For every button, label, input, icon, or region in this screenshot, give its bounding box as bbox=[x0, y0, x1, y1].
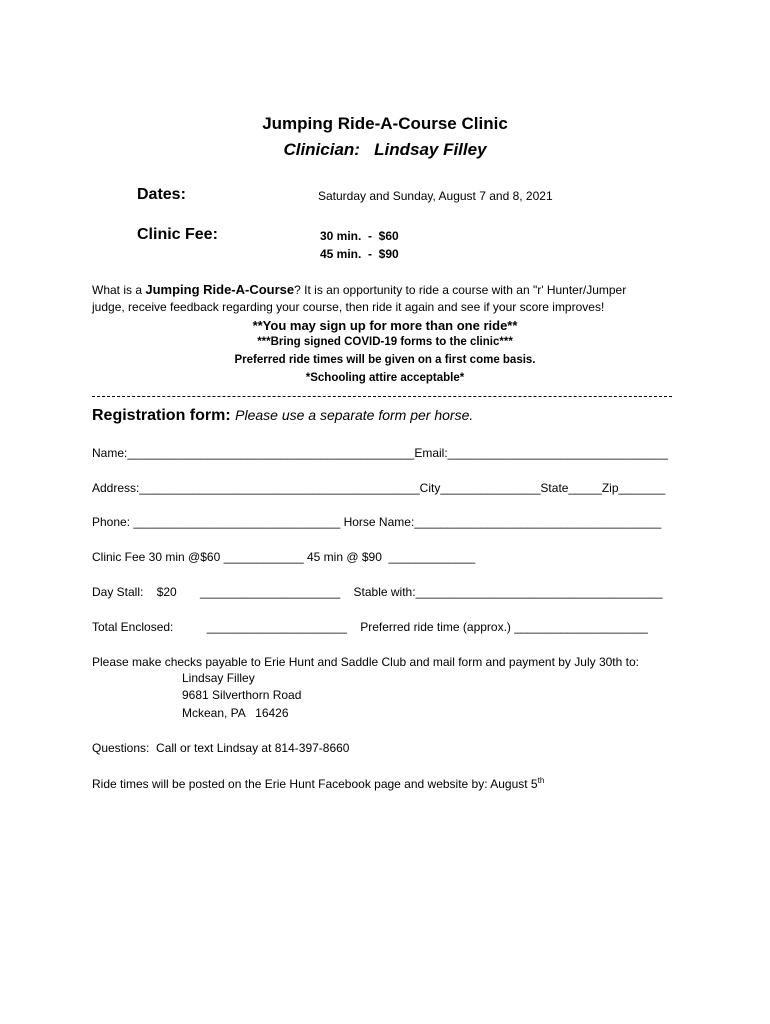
note-preferred-times: Preferred ride times will be given on a first come basis. bbox=[234, 354, 536, 366]
questions-contact: Questions: Call or text Lindsay at 814-397-8660 bbox=[92, 741, 350, 755]
payment-instructions: Please make checks payable to Erie Hunt and Saddle Club and mail form and payment by July 30th to: bbox=[92, 655, 639, 669]
total-enclosed-field[interactable]: Total Enclosed: _____________________ Preferred ride time (approx.) ____________________ bbox=[92, 620, 648, 634]
ride-times-note bbox=[92, 776, 544, 791]
registration-heading: Registration form: bbox=[92, 407, 231, 424]
ride-times-text: Ride times will be posted on the Erie Hunt Facebook page and website by: August 5 bbox=[92, 777, 538, 791]
phone-horse-field[interactable]: Phone: _______________________________ Horse Name:_____________________________________ bbox=[92, 515, 662, 529]
description-pre: What is a bbox=[92, 283, 146, 297]
clinician-subtitle: Clinician: Lindsay Filley bbox=[283, 140, 487, 159]
clinic-fee-label: Clinic Fee: bbox=[137, 226, 218, 243]
payment-name: Lindsay Filley bbox=[182, 671, 255, 685]
note-covid-forms: ***Bring signed COVID-19 forms to the clinic*** bbox=[257, 336, 513, 348]
description-bold: Jumping Ride-A-Course bbox=[145, 282, 295, 297]
dates-label: Dates: bbox=[137, 186, 186, 203]
day-stall-field[interactable]: Day Stall: $20 _____________________ Stable with:_____________________________________ bbox=[92, 585, 663, 599]
clinic-fee-field[interactable]: Clinic Fee 30 min @$60 ____________ 45 min @ $90 _____________ bbox=[92, 550, 476, 564]
note-attire: *Schooling attire acceptable* bbox=[305, 372, 465, 384]
fee-30-min: 30 min. - $60 bbox=[320, 229, 399, 243]
description-line-1 bbox=[92, 282, 626, 297]
dashed-divider bbox=[92, 396, 672, 397]
description-post: ? It is an opportunity to ride a course with an "r' Hunter/Jumper bbox=[294, 283, 627, 297]
dates-value: Saturday and Sunday, August 7 and 8, 2021 bbox=[318, 189, 553, 203]
note-multiple-rides: **You may sign up for more than one ride** bbox=[252, 318, 518, 333]
registration-header bbox=[92, 407, 473, 425]
name-email-field[interactable]: Name:___________________________________________Email:_________________________________ bbox=[92, 446, 668, 460]
payment-city: Mckean, PA 16426 bbox=[182, 706, 289, 720]
fee-45-min: 45 min. - $90 bbox=[320, 247, 399, 261]
description-line-2: judge, receive feedback regarding your course, then ride it again and see if your score improves! bbox=[92, 300, 605, 314]
ride-times-sup: th bbox=[537, 776, 545, 785]
page-title: Jumping Ride-A-Course Clinic bbox=[262, 114, 508, 133]
address-field[interactable]: Address:__________________________________________City_______________State_____Zip_______ bbox=[92, 481, 666, 495]
registration-subheading: Please use a separate form per horse. bbox=[235, 407, 474, 423]
payment-street: 9681 Silverthorn Road bbox=[182, 688, 302, 702]
